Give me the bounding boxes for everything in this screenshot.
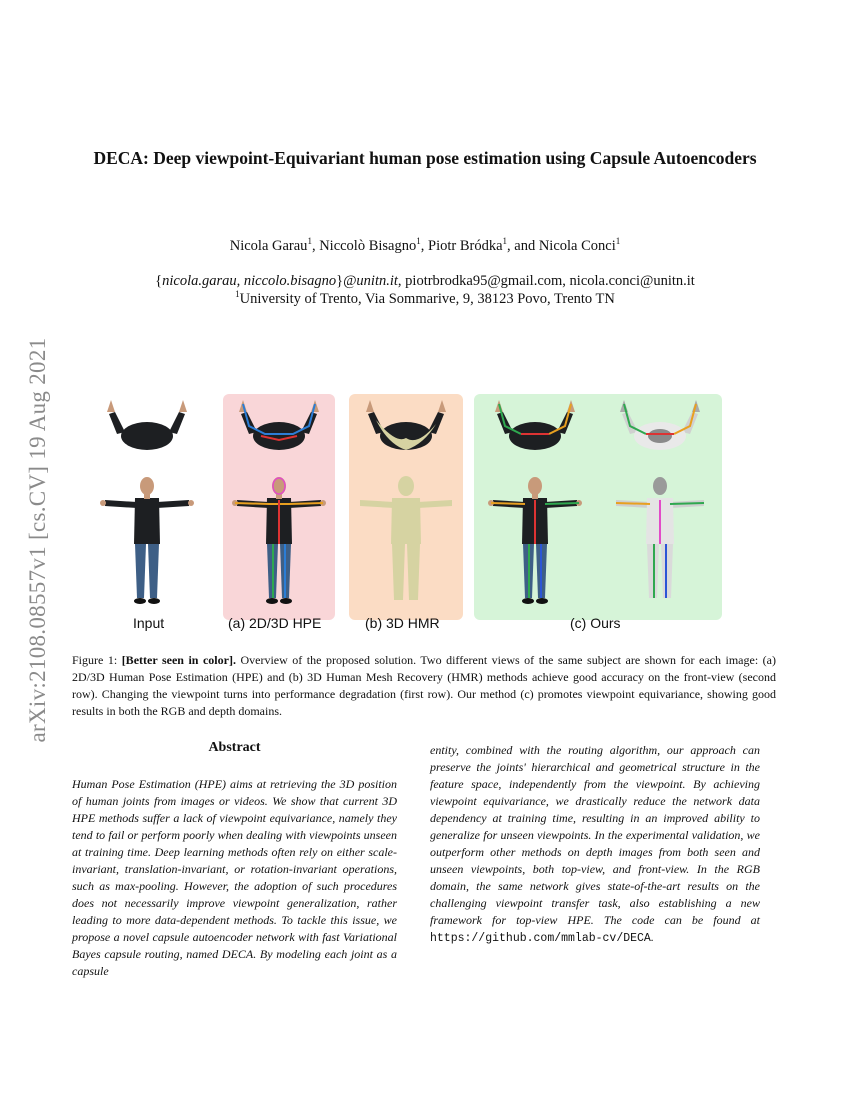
input-top-view [107, 400, 187, 450]
author-1: Nicola Garau$^1$ [229, 236, 312, 254]
input-front-view [100, 477, 194, 604]
abstract-heading: Abstract [208, 740, 261, 755]
arxiv-id: arXiv:2108.08557v1 [cs.CV] 19 Aug 2021 [25, 337, 50, 743]
label-hpe: (a) 2D/3D HPE [228, 615, 322, 631]
figure-caption: Figure 1: [Better seen in color]. Overview of the proposed solution. Two different views of the same subject are shown for each image: (a) 2D/3D Human Pose Estimation (HPE) and (b) 3D Human Mesh Recovery (HMR) methods achieve good accuracy on the front-view (second row). Changing the viewpoint turns into performance degradation (first row). Our method (c) promotes viewpoint equivariance, showing good results in both the RGB and depth domains. [72, 653, 776, 718]
author-emails: {nicola.garau, niccolo.bisagno}@unitn.it, piotrbrodka95@gmail.com, nicola.conci@unitn.it [155, 273, 695, 289]
label-input: Input [133, 615, 165, 631]
paper-title: DECA: Deep viewpoint-Equivariant human pose estimation using Capsule Autoencoders [93, 148, 757, 168]
code-url-link[interactable]: https://github.com/mmlab-cv/DECA [430, 932, 651, 945]
author-3: Piotr Bródka$^1$ [428, 236, 508, 254]
affiliation: $^1$University of Trento, Via Sommarive, 9, 38123 Povo, Trento TN [235, 289, 615, 307]
figure-1 [95, 378, 735, 638]
label-hmr: (b) 3D HMR [365, 615, 440, 631]
label-ours: (c) Ours [570, 615, 621, 631]
abstract-right-column: entity, combined with the routing algorithm, our approach can preserve the joints' hierarchical and geometrical structure in the feature space, independently from the viewpoint. By achieving viewpoint equivariance, we drastically reduce the network data dependency at training time, resulting in an improved ability to generalize for unseen viewpoints. In the experimental validation, we outperform other methods on depth images from both seen and unseen viewpoints, both top-view, and front-view. In the RGB domain, the same network gives state-of-the-art results on the challenging viewpoint transfer task, also establishing a new framework for top-view HPE. The code can be found at https://github.com/mmlab-cv/DECA. [430, 743, 760, 945]
arxiv-sidebar-stamp [18, 290, 58, 790]
author-2: Niccolò Bisagno$^1$ [319, 236, 421, 254]
author-list: Nicola Garau$^1$, Niccolò Bisagno$^1$, Piotr Bródka$^1$, and Nicola Conci$^1$ [229, 236, 621, 254]
author-4: Nicola Conci$^1$ [538, 236, 621, 254]
abstract-left-column: Human Pose Estimation (HPE) aims at retrieving the 3D position of human joints from images or videos. We show that current 3D HPE methods suffer a lack of viewpoint equivariance, namely they tend to fail or perform poorly when dealing with viewpoints unseen at training time. Deep learning methods often rely on either scale-invariant, translation-invariant, or rotation-invariant operations, such as max-pooling. However, the adoption of such procedures does not necessarily improve viewpoint generalization, rather leading to more data-dependent methods. To tackle this issue, we propose a novel capsule autoencoder network with fast Variational Bayes capsule routing, named DECA. By modeling each joint as a capsule [72, 777, 397, 978]
